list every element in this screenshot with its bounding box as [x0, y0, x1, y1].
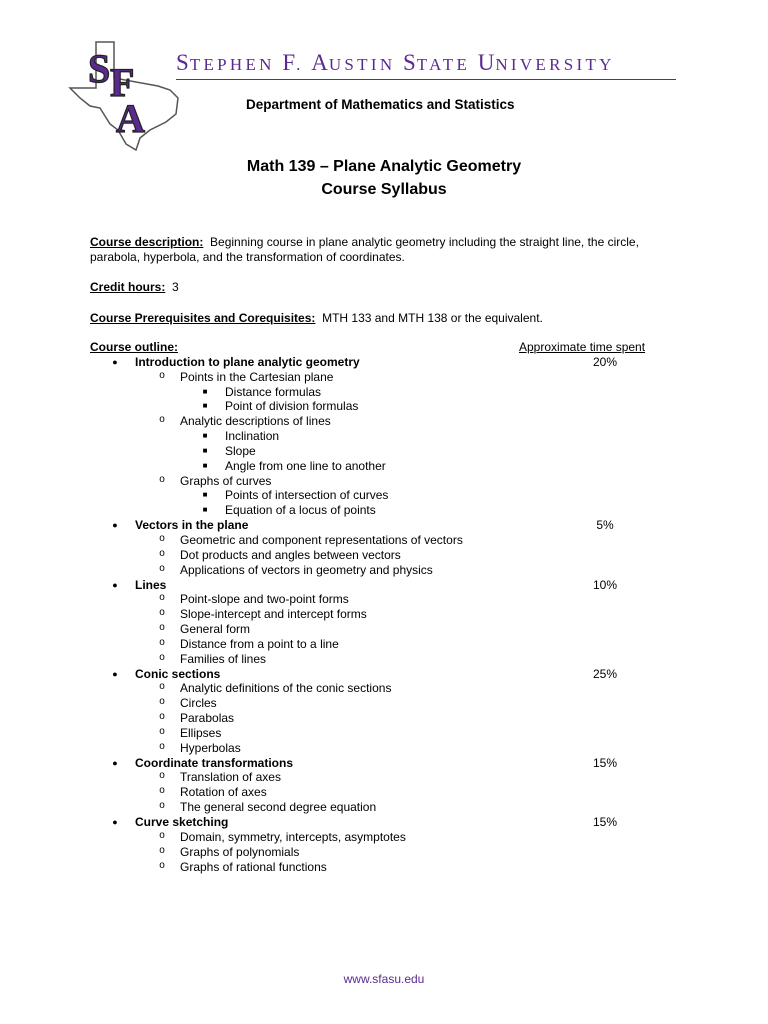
- texas-state-outline-icon: [66, 38, 192, 152]
- circle-bullet-icon: o: [159, 622, 165, 634]
- outline-topic: [0, 578, 768, 593]
- outline-detail: [0, 488, 768, 503]
- outline-subtopic: [0, 637, 768, 652]
- outline-item-text: Inclination: [225, 429, 280, 444]
- circle-bullet-icon: o: [159, 547, 165, 559]
- circle-bullet-icon: o: [159, 740, 165, 752]
- prereq-text: MTH 133 and MTH 138 or the equivalent.: [322, 311, 543, 325]
- outline-subtopic: [0, 592, 768, 607]
- circle-bullet-icon: o: [159, 844, 165, 856]
- outline-item-text: Vectors in the plane: [135, 518, 249, 533]
- outline-subtopic: [0, 845, 768, 860]
- university-name: STEPHEN F. AUSTIN STATE UNIVERSITY: [176, 50, 615, 75]
- outline-item-text: Point-slope and two-point forms: [180, 592, 349, 607]
- square-bullet-icon: ■: [202, 505, 208, 515]
- prerequisites: [90, 311, 680, 326]
- bullet-icon: ●: [112, 356, 118, 367]
- prereq-label: Course Prerequisites and Corequisites:: [90, 311, 316, 325]
- outline-subtopic: [0, 711, 768, 726]
- square-bullet-icon: ■: [202, 460, 208, 470]
- credit-value: 3: [172, 280, 179, 294]
- outline-item-text: Dot products and angles between vectors: [180, 547, 401, 562]
- outline-subtopic: [0, 474, 768, 489]
- square-bullet-icon: ■: [202, 386, 208, 396]
- outline-item-text: Introduction to plane analytic geometry: [135, 354, 360, 369]
- outline-subtopic: [0, 370, 768, 385]
- outline-subtopic: [0, 622, 768, 637]
- credit-hours: [90, 280, 680, 295]
- course-title: Math 139 – Plane Analytic Geometry: [246, 158, 522, 175]
- circle-bullet-icon: o: [159, 607, 165, 619]
- outline-item-text: Graphs of rational functions: [180, 859, 327, 874]
- outline-subtopic: [0, 414, 768, 429]
- outline-item-text: Applications of vectors in geometry and physics: [180, 562, 433, 577]
- time-percent: 15%: [592, 755, 618, 770]
- outline-subtopic: [0, 830, 768, 845]
- circle-bullet-icon: o: [159, 681, 165, 693]
- outline-subtopic: [0, 652, 768, 667]
- circle-bullet-icon: o: [159, 636, 165, 648]
- circle-bullet-icon: o: [159, 414, 165, 426]
- outline-item-text: Rotation of axes: [180, 785, 267, 800]
- outline-item-text: Families of lines: [180, 651, 267, 666]
- outline-item-text: Graphs of curves: [180, 473, 272, 488]
- outline-item-text: Distance formulas: [225, 384, 322, 399]
- outline-subtopic: [0, 770, 768, 785]
- outline-item-text: Points in the Cartesian plane: [180, 369, 334, 384]
- outline-item-text: Angle from one line to another: [225, 458, 386, 473]
- outline-item-text: Slope: [225, 443, 256, 458]
- circle-bullet-icon: o: [159, 725, 165, 737]
- outline-detail: [0, 399, 768, 414]
- outline-topic: [0, 667, 768, 682]
- circle-bullet-icon: o: [159, 473, 165, 485]
- square-bullet-icon: ■: [202, 431, 208, 441]
- bullet-icon: ●: [112, 520, 118, 531]
- sfa-logo: [66, 38, 192, 152]
- time-percent: 10%: [592, 577, 618, 592]
- circle-bullet-icon: o: [159, 859, 165, 871]
- time-percent: 20%: [592, 354, 618, 369]
- outline-item-text: Points of intersection of curves: [225, 488, 389, 503]
- department-name: Department of Mathematics and Statistics: [246, 97, 515, 112]
- outline-detail: [0, 444, 768, 459]
- description-label: Course description:: [90, 235, 204, 249]
- outline-subtopic: [0, 563, 768, 578]
- square-bullet-icon: ■: [202, 445, 208, 455]
- outline-subtopic: [0, 726, 768, 741]
- bullet-icon: ●: [112, 757, 118, 768]
- circle-bullet-icon: o: [159, 651, 165, 663]
- outline-topic: [0, 518, 768, 533]
- outline-item-text: Coordinate transformations: [135, 755, 294, 770]
- outline-item-text: Distance from a point to a line: [180, 636, 339, 651]
- description-text: Beginning course in plane analytic geometry including the straight line, the circle, parabola, hyperbola, and the transformation of coordinates.: [90, 235, 639, 264]
- outline-subtopic: [0, 607, 768, 622]
- circle-bullet-icon: o: [159, 592, 165, 604]
- outline-item-text: Point of division formulas: [225, 399, 359, 414]
- outline-item-text: The general second degree equation: [180, 800, 377, 815]
- outline-subtopic: [0, 696, 768, 711]
- outline-subtopic: [0, 681, 768, 696]
- bullet-icon: ●: [112, 817, 118, 827]
- outline-topic: [0, 355, 768, 370]
- circle-bullet-icon: o: [159, 696, 165, 708]
- outline-item-text: General form: [180, 622, 251, 637]
- bullet-icon: ●: [112, 579, 118, 590]
- outline-item-text: Conic sections: [135, 666, 221, 681]
- outline-item-text: Analytic descriptions of lines: [180, 414, 331, 429]
- outline-subtopic: [0, 548, 768, 563]
- outline-detail: [0, 429, 768, 444]
- course-description: [90, 235, 680, 265]
- time-percent: 25%: [592, 666, 618, 681]
- outline-detail: [0, 459, 768, 474]
- course-subtitle: Course Syllabus: [321, 181, 447, 198]
- outline-item-text: Lines: [135, 577, 167, 592]
- logo-letter-a: A: [116, 96, 145, 141]
- outline-item-text: Hyperbolas: [180, 740, 241, 755]
- outline-item-text: Graphs of polynomials: [180, 844, 300, 859]
- outline-item-text: Equation of a locus of points: [225, 503, 376, 518]
- square-bullet-icon: ■: [202, 490, 208, 500]
- time-spent-header: Approximate time spent: [519, 340, 646, 354]
- outline-item-text: Curve sketching: [135, 815, 229, 829]
- circle-bullet-icon: o: [159, 562, 165, 574]
- circle-bullet-icon: o: [159, 532, 165, 544]
- circle-bullet-icon: o: [159, 770, 165, 782]
- outline-item-text: Circles: [180, 696, 217, 711]
- outline-item-text: Parabolas: [180, 711, 235, 726]
- course-outline: [0, 340, 768, 874]
- square-bullet-icon: ■: [202, 401, 208, 411]
- outline-item-text: Geometric and component representations of vectors: [180, 532, 463, 547]
- footer-url[interactable]: www.sfasu.edu: [343, 972, 425, 986]
- outline-item-text: Analytic definitions of the conic sections: [180, 681, 392, 696]
- outline-header-row: [0, 340, 768, 355]
- circle-bullet-icon: o: [159, 829, 165, 841]
- time-percent: 5%: [596, 518, 614, 533]
- credit-label: Credit hours:: [90, 280, 166, 294]
- outline-item-text: Domain, symmetry, intercepts, asymptotes: [180, 829, 406, 844]
- bullet-icon: ●: [112, 668, 118, 679]
- logo-letter-s: S: [88, 46, 111, 91]
- outline-subtopic: [0, 800, 768, 815]
- outline-item-text: Translation of axes: [180, 770, 281, 785]
- outline-subtopic: [0, 533, 768, 548]
- header-rule: [176, 79, 676, 80]
- outline-subtopic: [0, 785, 768, 800]
- outline-topic: [0, 815, 768, 830]
- circle-bullet-icon: o: [159, 800, 165, 812]
- time-percent: 15%: [592, 815, 618, 829]
- outline-subtopic: [0, 860, 768, 875]
- circle-bullet-icon: o: [159, 369, 165, 381]
- outline-detail: [0, 503, 768, 518]
- logo-letter-f: F: [110, 60, 135, 105]
- outline-label: Course outline:: [90, 340, 179, 354]
- outline-subtopic: [0, 741, 768, 756]
- outline-item-text: Slope-intercept and intercept forms: [180, 607, 367, 622]
- circle-bullet-icon: o: [159, 711, 165, 723]
- outline-detail: [0, 385, 768, 400]
- outline-item-text: Ellipses: [180, 725, 222, 740]
- circle-bullet-icon: o: [159, 785, 165, 797]
- outline-topic: [0, 756, 768, 771]
